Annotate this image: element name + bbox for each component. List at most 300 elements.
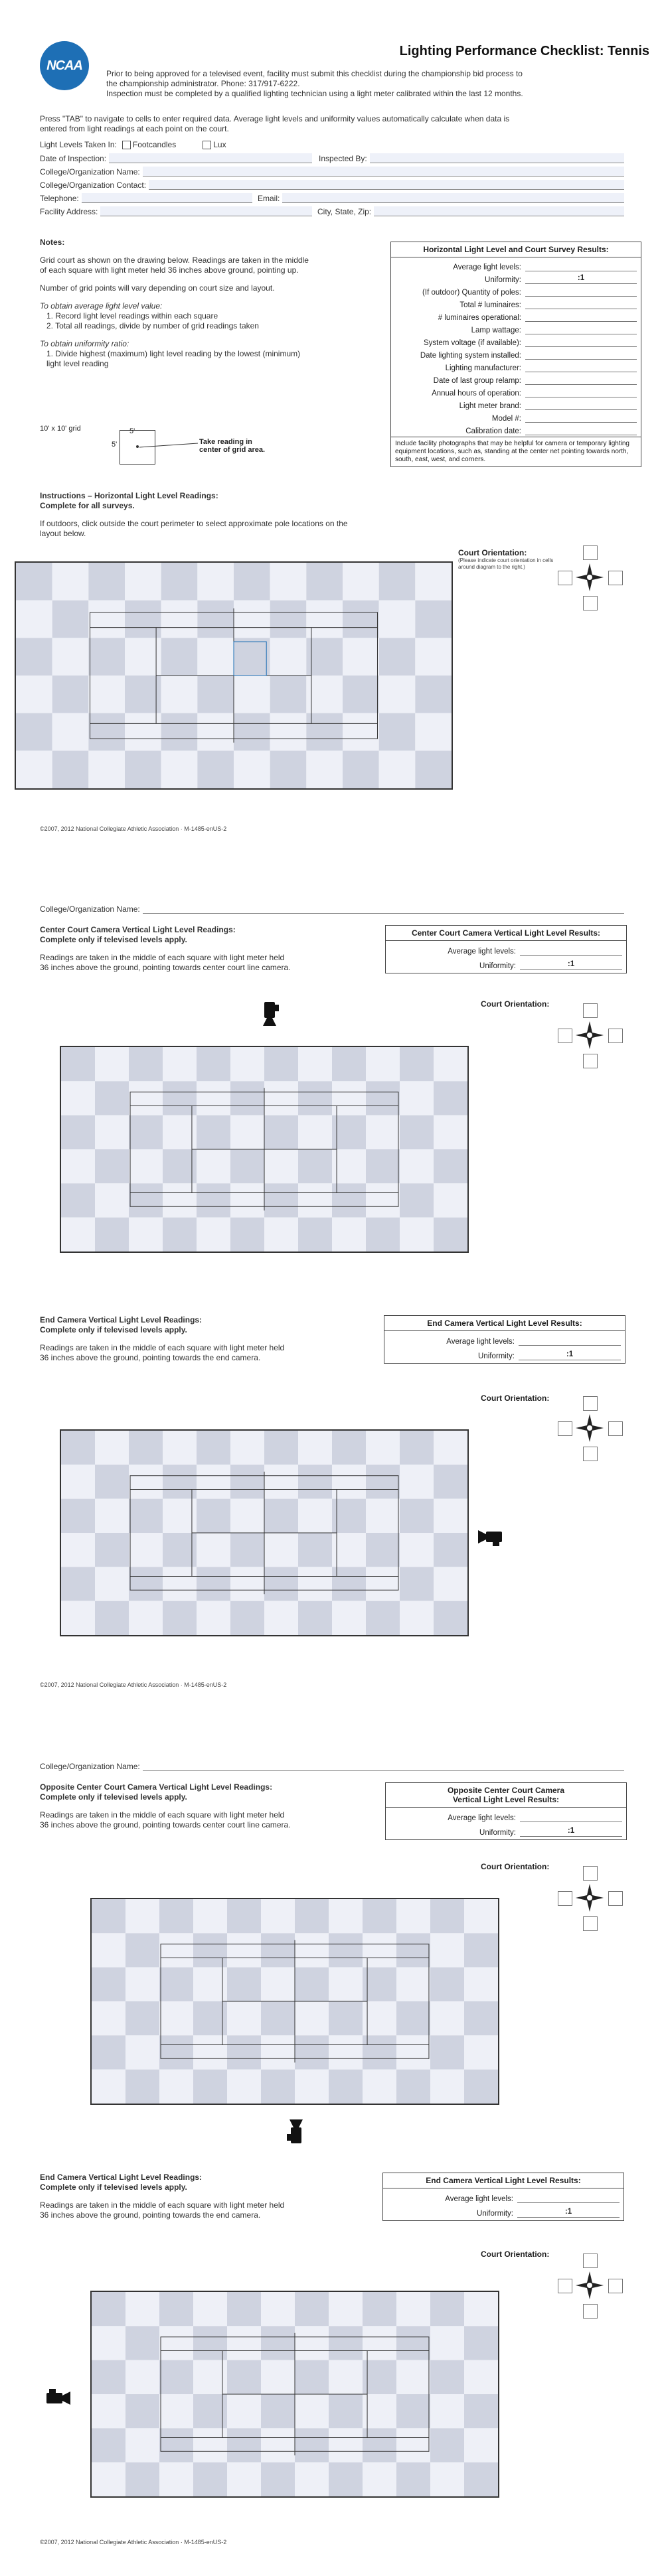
grid-cell[interactable] bbox=[415, 676, 452, 713]
grid-cell[interactable] bbox=[88, 713, 125, 751]
results-row-input[interactable] bbox=[525, 261, 637, 271]
grid-cell[interactable] bbox=[295, 2360, 329, 2394]
grid-cell[interactable] bbox=[298, 1047, 332, 1081]
grid-cell[interactable] bbox=[430, 1899, 464, 1933]
grid-cell[interactable] bbox=[125, 2070, 159, 2104]
college-name-input[interactable] bbox=[143, 167, 624, 177]
grid-cell[interactable] bbox=[88, 638, 125, 676]
grid-cell[interactable] bbox=[295, 1933, 329, 1967]
grid-cell[interactable] bbox=[396, 1968, 430, 2001]
grid-cell[interactable] bbox=[261, 1899, 295, 1933]
grid-cell[interactable] bbox=[396, 2035, 430, 2069]
grid-cell[interactable] bbox=[92, 2070, 125, 2104]
grid-cell[interactable] bbox=[129, 1115, 163, 1149]
grid-cell[interactable] bbox=[16, 676, 52, 713]
grid-cell[interactable] bbox=[298, 1115, 332, 1149]
grid-cell[interactable] bbox=[159, 2070, 193, 2104]
grid-cell[interactable] bbox=[464, 2463, 498, 2496]
grid-cell[interactable] bbox=[329, 1968, 363, 2001]
grid-cell[interactable] bbox=[52, 563, 89, 601]
grid-cell[interactable] bbox=[197, 563, 234, 601]
grid-cell[interactable] bbox=[270, 638, 307, 676]
grid-cell[interactable] bbox=[197, 1431, 230, 1465]
grid-cell[interactable] bbox=[227, 1899, 261, 1933]
grid-cell[interactable] bbox=[430, 1933, 464, 1967]
orientation-east-box[interactable] bbox=[608, 1029, 623, 1043]
grid-cell[interactable] bbox=[430, 2428, 464, 2462]
grid-cell[interactable] bbox=[129, 1431, 163, 1465]
grid-cell[interactable] bbox=[159, 2035, 193, 2069]
grid-cell[interactable] bbox=[197, 638, 234, 676]
grid-cell[interactable] bbox=[366, 1183, 400, 1217]
grid-cell[interactable] bbox=[434, 1081, 467, 1115]
grid-cell[interactable] bbox=[92, 2326, 125, 2360]
results-row-input[interactable] bbox=[525, 312, 637, 322]
grid-cell[interactable] bbox=[332, 1218, 366, 1252]
grid-cell[interactable] bbox=[125, 2326, 159, 2360]
grid-cell[interactable] bbox=[306, 751, 343, 788]
grid-cell[interactable] bbox=[329, 2394, 363, 2428]
grid-cell[interactable] bbox=[230, 1183, 264, 1217]
grid-cell[interactable] bbox=[264, 1567, 298, 1601]
grid-cell[interactable] bbox=[298, 1465, 332, 1498]
grid-cell[interactable] bbox=[464, 2394, 498, 2428]
p2-center-uni[interactable]: :1 bbox=[520, 960, 622, 970]
grid-cell[interactable] bbox=[396, 2070, 430, 2104]
results-row-input[interactable] bbox=[525, 388, 637, 397]
grid-cell[interactable] bbox=[329, 2070, 363, 2104]
grid-cell[interactable] bbox=[125, 1933, 159, 1967]
grid-cell[interactable] bbox=[163, 1047, 197, 1081]
grid-cell[interactable] bbox=[92, 2360, 125, 2394]
grid-cell[interactable] bbox=[434, 1431, 467, 1465]
grid-cell[interactable] bbox=[295, 2463, 329, 2496]
grid-cell[interactable] bbox=[129, 1465, 163, 1498]
grid-cell[interactable] bbox=[61, 1567, 95, 1601]
grid-cell[interactable] bbox=[434, 1047, 467, 1081]
results-row-input[interactable] bbox=[525, 400, 637, 410]
grid-cell[interactable] bbox=[363, 2035, 396, 2069]
grid-cell[interactable] bbox=[332, 1465, 366, 1498]
grid-cell[interactable] bbox=[197, 1081, 230, 1115]
grid-cell[interactable] bbox=[163, 1567, 197, 1601]
grid-cell[interactable] bbox=[400, 1115, 434, 1149]
grid-cell[interactable] bbox=[197, 601, 234, 638]
grid-cell[interactable] bbox=[197, 1149, 230, 1183]
grid-cell[interactable] bbox=[270, 713, 307, 751]
grid-cell[interactable] bbox=[159, 2292, 193, 2326]
grid-cell[interactable] bbox=[329, 2292, 363, 2326]
grid-cell[interactable] bbox=[270, 563, 307, 601]
grid-cell[interactable] bbox=[197, 1533, 230, 1567]
grid-cell[interactable] bbox=[363, 2070, 396, 2104]
grid-cell[interactable] bbox=[343, 713, 379, 751]
grid-cell[interactable] bbox=[161, 713, 198, 751]
grid-cell[interactable] bbox=[197, 1183, 230, 1217]
grid-cell[interactable] bbox=[332, 1047, 366, 1081]
grid-cell[interactable] bbox=[363, 2360, 396, 2394]
grid-cell[interactable] bbox=[193, 1899, 227, 1933]
grid-cell[interactable] bbox=[129, 1601, 163, 1635]
grid-cell[interactable] bbox=[163, 1601, 197, 1635]
grid-cell[interactable] bbox=[197, 1601, 230, 1635]
grid-cell[interactable] bbox=[332, 1567, 366, 1601]
grid-cell[interactable] bbox=[163, 1533, 197, 1567]
grid-cell[interactable] bbox=[88, 563, 125, 601]
grid-cell[interactable] bbox=[379, 601, 416, 638]
grid-cell[interactable] bbox=[264, 1115, 298, 1149]
grid-cell[interactable] bbox=[197, 1567, 230, 1601]
grid-cell[interactable] bbox=[230, 1601, 264, 1635]
grid-cell[interactable] bbox=[343, 563, 379, 601]
grid-cell[interactable] bbox=[295, 2070, 329, 2104]
grid-cell[interactable] bbox=[16, 713, 52, 751]
grid-cell[interactable] bbox=[159, 2001, 193, 2035]
grid-cell[interactable] bbox=[264, 1533, 298, 1567]
grid-cell[interactable] bbox=[95, 1218, 129, 1252]
p3-college-input[interactable] bbox=[143, 1761, 624, 1771]
grid-cell[interactable] bbox=[332, 1183, 366, 1217]
grid-cell[interactable] bbox=[261, 2070, 295, 2104]
grid-cell[interactable] bbox=[129, 1183, 163, 1217]
grid-cell[interactable] bbox=[230, 1149, 264, 1183]
grid-cell[interactable] bbox=[430, 2070, 464, 2104]
orientation-north-box[interactable] bbox=[583, 1396, 598, 1411]
grid-cell[interactable] bbox=[306, 713, 343, 751]
grid-cell[interactable] bbox=[61, 1183, 95, 1217]
grid-cell[interactable] bbox=[430, 2035, 464, 2069]
grid-cell[interactable] bbox=[197, 1499, 230, 1533]
court-svg[interactable] bbox=[92, 1899, 498, 2104]
grid-cell[interactable] bbox=[193, 2394, 227, 2428]
city-input[interactable] bbox=[374, 206, 624, 216]
grid-cell[interactable] bbox=[261, 2326, 295, 2360]
grid-cell[interactable] bbox=[163, 1465, 197, 1498]
p2-center-avg[interactable] bbox=[520, 946, 622, 956]
grid-cell[interactable] bbox=[227, 2001, 261, 2035]
grid-cell[interactable] bbox=[230, 1465, 264, 1498]
grid-cell[interactable] bbox=[366, 1601, 400, 1635]
orientation-south-box[interactable] bbox=[583, 1054, 598, 1068]
grid-cell[interactable] bbox=[163, 1431, 197, 1465]
grid-cell[interactable] bbox=[61, 1499, 95, 1533]
grid-cell[interactable] bbox=[159, 2428, 193, 2462]
grid-cell[interactable] bbox=[95, 1047, 129, 1081]
grid-cell[interactable] bbox=[159, 1899, 193, 1933]
orientation-west-box[interactable] bbox=[558, 1421, 572, 1436]
grid-cell[interactable] bbox=[270, 751, 307, 788]
grid-cell[interactable] bbox=[197, 1465, 230, 1498]
grid-cell[interactable] bbox=[298, 1081, 332, 1115]
grid-cell[interactable] bbox=[197, 676, 234, 713]
grid-cell[interactable] bbox=[379, 676, 416, 713]
grid-cell[interactable] bbox=[61, 1533, 95, 1567]
grid-cell[interactable] bbox=[261, 2035, 295, 2069]
results-row-input[interactable] bbox=[525, 413, 637, 423]
grid-cell[interactable] bbox=[363, 2292, 396, 2326]
grid-cell[interactable] bbox=[295, 2035, 329, 2069]
grid-cell[interactable] bbox=[464, 2292, 498, 2326]
grid-cell[interactable] bbox=[434, 1567, 467, 1601]
grid-cell[interactable] bbox=[295, 2428, 329, 2462]
grid-cell[interactable] bbox=[16, 563, 52, 601]
grid-cell[interactable] bbox=[92, 2463, 125, 2496]
grid-cell[interactable] bbox=[343, 751, 379, 788]
grid-cell[interactable] bbox=[227, 2292, 261, 2326]
grid-cell[interactable] bbox=[295, 1899, 329, 1933]
grid-cell[interactable] bbox=[197, 1047, 230, 1081]
grid-cell[interactable] bbox=[306, 638, 343, 676]
grid-cell[interactable] bbox=[193, 2070, 227, 2104]
grid-cell[interactable] bbox=[125, 751, 161, 788]
grid-cell[interactable] bbox=[400, 1218, 434, 1252]
grid-cell[interactable] bbox=[61, 1115, 95, 1149]
grid-cell[interactable] bbox=[125, 2360, 159, 2394]
p3-opp-avg[interactable] bbox=[520, 1812, 622, 1822]
end-camera-court-p2[interactable] bbox=[60, 1429, 469, 1636]
grid-cell[interactable] bbox=[95, 1081, 129, 1115]
grid-cell[interactable] bbox=[261, 2292, 295, 2326]
grid-cell[interactable] bbox=[396, 2001, 430, 2035]
grid-cell[interactable] bbox=[464, 1933, 498, 1967]
grid-cell[interactable] bbox=[366, 1047, 400, 1081]
grid-cell[interactable] bbox=[61, 1431, 95, 1465]
grid-cell[interactable] bbox=[396, 1933, 430, 1967]
horizontal-court-diagram[interactable] bbox=[15, 561, 453, 790]
grid-cell[interactable] bbox=[125, 601, 161, 638]
grid-cell[interactable] bbox=[366, 1149, 400, 1183]
grid-cell[interactable] bbox=[306, 563, 343, 601]
orientation-east-box[interactable] bbox=[608, 1891, 623, 1906]
college-contact-input[interactable] bbox=[149, 180, 624, 190]
grid-cell[interactable] bbox=[415, 601, 452, 638]
grid-cell[interactable] bbox=[379, 713, 416, 751]
grid-cell[interactable] bbox=[92, 1933, 125, 1967]
grid-cell[interactable] bbox=[434, 1149, 467, 1183]
grid-cell[interactable] bbox=[92, 2001, 125, 2035]
footcandles-checkbox[interactable] bbox=[122, 141, 131, 149]
grid-cell[interactable] bbox=[396, 2463, 430, 2496]
grid-cell[interactable] bbox=[415, 563, 452, 601]
grid-cell[interactable] bbox=[332, 1115, 366, 1149]
grid-cell[interactable] bbox=[92, 2292, 125, 2326]
grid-cell[interactable] bbox=[193, 2428, 227, 2462]
grid-cell[interactable] bbox=[264, 1183, 298, 1217]
grid-cell[interactable] bbox=[52, 713, 89, 751]
grid-cell[interactable] bbox=[430, 2463, 464, 2496]
grid-cell[interactable] bbox=[125, 2463, 159, 2496]
results-row-input[interactable] bbox=[525, 287, 637, 297]
grid-cell[interactable] bbox=[52, 638, 89, 676]
grid-cell[interactable] bbox=[270, 601, 307, 638]
grid-cell[interactable] bbox=[125, 2292, 159, 2326]
results-row-input[interactable] bbox=[525, 299, 637, 309]
grid-cell[interactable] bbox=[95, 1499, 129, 1533]
grid-cell[interactable] bbox=[129, 1149, 163, 1183]
grid-cell[interactable] bbox=[264, 1465, 298, 1498]
grid-cell[interactable] bbox=[16, 601, 52, 638]
grid-cell[interactable] bbox=[234, 601, 270, 638]
grid-cell[interactable] bbox=[430, 2394, 464, 2428]
grid-cell[interactable] bbox=[227, 2394, 261, 2428]
grid-cell[interactable] bbox=[159, 2326, 193, 2360]
grid-cell[interactable] bbox=[396, 1899, 430, 1933]
grid-cell[interactable] bbox=[400, 1533, 434, 1567]
grid-cell[interactable] bbox=[61, 1047, 95, 1081]
grid-cell[interactable] bbox=[125, 2428, 159, 2462]
grid-cell[interactable] bbox=[92, 2428, 125, 2462]
grid-cell[interactable] bbox=[400, 1499, 434, 1533]
grid-cell[interactable] bbox=[464, 2001, 498, 2035]
grid-cell[interactable] bbox=[366, 1567, 400, 1601]
grid-cell[interactable] bbox=[125, 638, 161, 676]
results-row-input[interactable] bbox=[525, 350, 637, 360]
grid-cell[interactable] bbox=[366, 1218, 400, 1252]
grid-cell[interactable] bbox=[298, 1149, 332, 1183]
grid-cell[interactable] bbox=[161, 601, 198, 638]
grid-cell[interactable] bbox=[363, 2001, 396, 2035]
grid-cell[interactable] bbox=[366, 1533, 400, 1567]
grid-cell[interactable] bbox=[430, 2001, 464, 2035]
grid-cell[interactable] bbox=[52, 676, 89, 713]
grid-cell[interactable] bbox=[464, 1899, 498, 1933]
grid-cell[interactable] bbox=[197, 1115, 230, 1149]
orientation-east-box[interactable] bbox=[608, 2279, 623, 2293]
grid-cell[interactable] bbox=[415, 638, 452, 676]
grid-cell[interactable] bbox=[261, 1933, 295, 1967]
grid-cell[interactable] bbox=[415, 751, 452, 788]
grid-cell[interactable] bbox=[264, 1047, 298, 1081]
grid-cell[interactable] bbox=[95, 1431, 129, 1465]
grid-cell[interactable] bbox=[363, 2463, 396, 2496]
grid-cell[interactable] bbox=[61, 1218, 95, 1252]
results-row-input[interactable]: :1 bbox=[525, 274, 637, 284]
grid-cell[interactable] bbox=[261, 1968, 295, 2001]
grid-cell[interactable] bbox=[329, 2326, 363, 2360]
grid-cell[interactable] bbox=[363, 1933, 396, 1967]
grid-cell[interactable] bbox=[329, 2463, 363, 2496]
orientation-south-box[interactable] bbox=[583, 1447, 598, 1461]
orientation-north-box[interactable] bbox=[583, 2254, 598, 2268]
grid-cell[interactable] bbox=[163, 1499, 197, 1533]
grid-cell[interactable] bbox=[434, 1218, 467, 1252]
grid-cell[interactable] bbox=[298, 1533, 332, 1567]
orientation-north-box[interactable] bbox=[583, 545, 598, 560]
grid-cell[interactable] bbox=[332, 1601, 366, 1635]
grid-cell[interactable] bbox=[95, 1115, 129, 1149]
grid-cell[interactable] bbox=[129, 1499, 163, 1533]
grid-cell[interactable] bbox=[193, 2035, 227, 2069]
grid-cell[interactable] bbox=[234, 676, 270, 713]
grid-cell[interactable] bbox=[396, 2292, 430, 2326]
grid-cell[interactable] bbox=[379, 751, 416, 788]
grid-cell[interactable] bbox=[295, 2394, 329, 2428]
grid-cell[interactable] bbox=[464, 2428, 498, 2462]
grid-cell[interactable] bbox=[230, 1533, 264, 1567]
grid-cell[interactable] bbox=[163, 1115, 197, 1149]
grid-cell[interactable] bbox=[396, 2326, 430, 2360]
orientation-north-box[interactable] bbox=[583, 1003, 598, 1018]
grid-cell[interactable] bbox=[193, 2463, 227, 2496]
grid-cell[interactable] bbox=[298, 1218, 332, 1252]
grid-cell[interactable] bbox=[125, 2035, 159, 2069]
grid-cell[interactable] bbox=[163, 1149, 197, 1183]
grid-cell[interactable] bbox=[329, 2428, 363, 2462]
grid-cell[interactable] bbox=[129, 1567, 163, 1601]
grid-cell[interactable] bbox=[379, 638, 416, 676]
grid-cell[interactable] bbox=[264, 1149, 298, 1183]
grid-cell[interactable] bbox=[193, 2001, 227, 2035]
grid-cell[interactable] bbox=[125, 713, 161, 751]
grid-cell[interactable] bbox=[230, 1115, 264, 1149]
grid-cell[interactable] bbox=[464, 2070, 498, 2104]
grid-cell[interactable] bbox=[434, 1499, 467, 1533]
grid-cell[interactable] bbox=[430, 2326, 464, 2360]
grid-cell[interactable] bbox=[161, 676, 198, 713]
grid-cell[interactable] bbox=[343, 601, 379, 638]
grid-cell[interactable] bbox=[329, 1933, 363, 1967]
grid-cell[interactable] bbox=[125, 2394, 159, 2428]
grid-cell[interactable] bbox=[125, 563, 161, 601]
grid-cell[interactable] bbox=[400, 1431, 434, 1465]
grid-cell[interactable] bbox=[125, 1899, 159, 1933]
grid-cell[interactable] bbox=[363, 1899, 396, 1933]
grid-cell[interactable] bbox=[264, 1218, 298, 1252]
grid-cell[interactable] bbox=[464, 2035, 498, 2069]
grid-cell[interactable] bbox=[129, 1081, 163, 1115]
grid-cell[interactable] bbox=[95, 1465, 129, 1498]
email-input[interactable] bbox=[282, 193, 624, 203]
grid-cell[interactable] bbox=[227, 1933, 261, 1967]
grid-cell[interactable] bbox=[400, 1601, 434, 1635]
grid-cell[interactable] bbox=[230, 1499, 264, 1533]
grid-cell[interactable] bbox=[434, 1601, 467, 1635]
p3-opp-uni[interactable]: :1 bbox=[520, 1827, 622, 1837]
grid-cell[interactable] bbox=[295, 2292, 329, 2326]
orientation-west-box[interactable] bbox=[558, 1891, 572, 1906]
grid-cell[interactable] bbox=[230, 1567, 264, 1601]
grid-cell[interactable] bbox=[332, 1081, 366, 1115]
inspected-by-input[interactable] bbox=[370, 153, 624, 163]
grid-cell[interactable] bbox=[261, 2360, 295, 2394]
orientation-west-box[interactable] bbox=[558, 1029, 572, 1043]
orientation-east-box[interactable] bbox=[608, 571, 623, 585]
grid-cell[interactable] bbox=[95, 1183, 129, 1217]
grid-cell[interactable] bbox=[366, 1431, 400, 1465]
results-row-input[interactable] bbox=[525, 337, 637, 347]
grid-cell[interactable] bbox=[161, 563, 198, 601]
grid-cell[interactable] bbox=[163, 1081, 197, 1115]
grid-cell[interactable] bbox=[430, 1968, 464, 2001]
grid-cell[interactable] bbox=[332, 1499, 366, 1533]
grid-cell[interactable] bbox=[227, 2035, 261, 2069]
grid-cell[interactable] bbox=[95, 1601, 129, 1635]
grid-cell[interactable] bbox=[159, 1933, 193, 1967]
grid-cell[interactable] bbox=[363, 2326, 396, 2360]
grid-cell[interactable] bbox=[298, 1431, 332, 1465]
grid-cell[interactable] bbox=[430, 2360, 464, 2394]
grid-cell[interactable] bbox=[264, 1601, 298, 1635]
grid-cell[interactable] bbox=[125, 2001, 159, 2035]
grid-cell[interactable] bbox=[125, 1968, 159, 2001]
grid-cell[interactable] bbox=[129, 1218, 163, 1252]
telephone-input[interactable] bbox=[82, 193, 252, 203]
grid-cell[interactable] bbox=[379, 563, 416, 601]
p2-end-uni[interactable]: :1 bbox=[519, 1350, 621, 1360]
grid-cell[interactable] bbox=[61, 1601, 95, 1635]
grid-cell[interactable] bbox=[298, 1567, 332, 1601]
grid-cell[interactable] bbox=[129, 1047, 163, 1081]
